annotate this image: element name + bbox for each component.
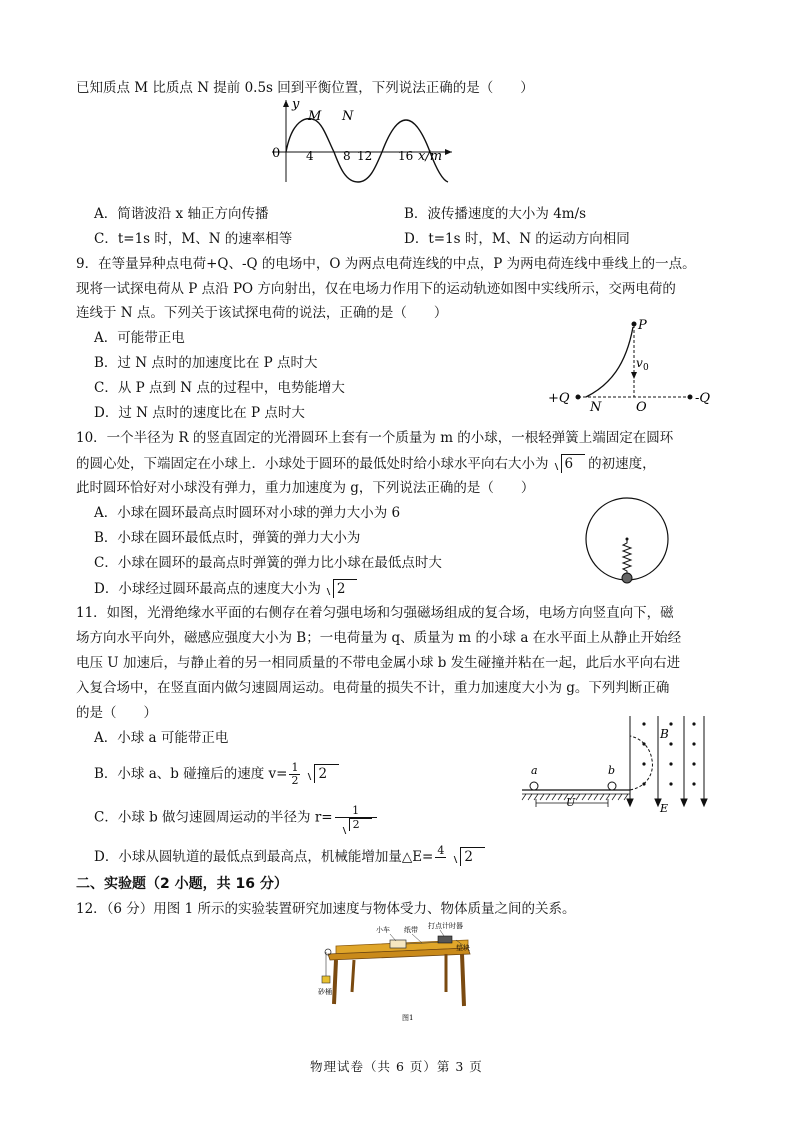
q10-line1: 10．一个半径为 R 的竖直固定的光滑圆环上套有一个质量为 m 的小球，一根轻弹簧上端固定在圆环 [76, 430, 674, 446]
q8-option-d: D．t=1s 时，M、N 的运动方向相同 [404, 231, 630, 247]
figure-caption: 图1 [402, 1014, 414, 1022]
q11-line2: 场方向水平向外，磁感应强度大小为 B；一电荷量为 q、质量为 m 的小球 a 在水平面上从静止开始经 [76, 630, 682, 646]
q11-b-radicand: 2 [314, 764, 339, 783]
q8-option-b: B．波传播速度的大小为 4m/s [404, 206, 587, 222]
q9-line3: 连线于 N 点。下列关于该试探电荷的说法，正确的是（ ） [76, 305, 448, 321]
label-B: B [660, 727, 669, 741]
label-E: E [660, 802, 669, 814]
label-cart: 小车 [376, 926, 390, 934]
graph-x-label: x/m [418, 149, 443, 164]
q11-option-d [94, 845, 488, 870]
q11-d-den [435, 858, 446, 870]
label-N: N [590, 400, 602, 415]
label-O: O [636, 400, 647, 415]
q11-line1: 11．如图，光滑绝缘水平面的右侧存在着匀强电场和匀强磁场组成的复合场，电场方向竖直向下，磁 [76, 605, 674, 621]
graph-tick-4: 4 [306, 149, 314, 163]
q11-option-d-text: D．小球从圆轨道的最低点到最高点，机械能增加量△E= [94, 849, 434, 865]
label-timer: 打点计时器 [428, 922, 463, 930]
q9-option-a: A．可能带正电 [94, 330, 185, 346]
q11-b-num: 1 [291, 761, 299, 774]
q11-option-b-text: B．小球 a、b 碰撞后的速度 v= [94, 766, 288, 782]
q11-c-radicand: 2 [349, 818, 372, 831]
q8-option-a: A．简谐波沿 x 轴正方向传播 [94, 206, 269, 222]
q11-b-sqrt [305, 764, 339, 783]
q10-d-radicand: 2 [333, 579, 358, 598]
label-tape: 纸带 [404, 926, 418, 934]
label-minus-Q: -Q [695, 391, 711, 406]
label-P: P [638, 318, 647, 333]
q9-line2: 现将一试探电荷从 P 点沿 PO 方向射出，仅在电场力作用下的运动轨迹如图中实线所示，交两电荷的 [76, 281, 676, 297]
q10-line2-post: 的初速度， [588, 456, 656, 472]
page-footer: 物理试卷（共 6 页）第 3 页 [310, 1059, 483, 1074]
cart-experiment-figure [318, 920, 478, 1024]
q10-option-d-text: D．小球经过圆环最高点的速度大小为 [94, 581, 321, 597]
label-v0: v [636, 356, 643, 370]
q10-line3: 此时圆环恰好对小球没有弹力，重力加速度为 g，下列说法正确的是（ ） [76, 480, 535, 496]
q10-option-a: A．小球在圆环最高点时圆环对小球的弹力大小为 6 [94, 505, 401, 521]
q10-option-c: C．小球在圆环的最高点时弹簧的弹力比小球在最低点时大 [94, 555, 442, 571]
q10-line2-pre: 的圆心处，下端固定在小球上．小球处于圆环的最低处时给小球水平向右大小为 [76, 456, 549, 472]
q11-c-sqrt [340, 818, 372, 831]
q9-option-c: C．从 P 点到 N 点的过程中，电势能增大 [94, 380, 345, 396]
q11-d-fraction [435, 845, 446, 870]
q9-line1: 9．在等量异种点电荷+Q、-Q 的电场中，O 为两点电荷连线的中点，P 为两电荷连线中垂线上的一点。 [76, 256, 696, 272]
graph-tick-16: 16 [398, 149, 414, 163]
q11-c-fraction [335, 805, 377, 831]
q11-line4: 入复合场中，在竖直面内做匀速圆周运动。电荷量的损失不计，重力加速度大小为 g。下列判断正确 [76, 680, 670, 696]
q10-option-d [94, 579, 360, 598]
q8-option-c: C．t=1s 时，M、N 的速率相等 [94, 231, 293, 247]
q11-d-radicand: 2 [460, 847, 485, 866]
q11-d-num: 4 [437, 844, 445, 857]
q12-line1: 12．（6 分）用图 1 所示的实验装置研究加速度与物体受力、物体质量之间的关系。 [76, 901, 576, 917]
charge-field-figure [540, 315, 725, 415]
label-plus-Q: +Q [548, 391, 570, 406]
q9-option-b: B．过 N 点时的加速度比在 P 点时大 [94, 355, 318, 371]
q10-sqrt-radicand: 6 [561, 454, 586, 473]
q10-sqrt [552, 454, 586, 473]
graph-tick-8: 8 [343, 149, 351, 163]
ring-spring-figure [582, 494, 672, 590]
label-a: a [531, 764, 538, 777]
wave-graph [268, 96, 458, 184]
q11-b-den: 2 [291, 774, 299, 787]
label-v0-sub: 0 [643, 363, 649, 373]
q11-c-num: 1 [335, 805, 377, 818]
q11-option-c-text: C．小球 b 做匀速圆周运动的半径为 r= [94, 809, 333, 826]
q10-option-b: B．小球在圆环最低点时，弹簧的弹力大小为 [94, 530, 361, 546]
label-sand-bucket: 砂桶 [318, 988, 332, 996]
label-b: b [608, 764, 616, 777]
q9-option-d: D．过 N 点时的速度比在 P 点时大 [94, 405, 305, 421]
graph-origin: 0 [272, 146, 281, 161]
q11-option-b [94, 762, 342, 787]
label-U: U [566, 796, 576, 809]
q11-line3: 电压 U 加速后，与静止着的另一相同质量的不带电金属小球 b 发生碰撞并粘在一起，此后水平向右进 [76, 655, 681, 671]
q11-option-c [94, 805, 379, 831]
composite-field-figure [518, 714, 718, 814]
graph-tick-12: 12 [357, 149, 373, 163]
q11-d-sqrt [451, 847, 485, 866]
q10-d-sqrt [324, 579, 358, 598]
q11-b-fraction [289, 762, 300, 787]
section-2-heading: 二、实验题（2 小题，共 16 分） [76, 876, 288, 892]
q10-line2 [76, 454, 656, 473]
graph-y-label: y [292, 97, 300, 112]
q8-stem: 已知质点 M 比质点 N 提前 0.5s 回到平衡位置，下列说法正确的是（ ） [76, 80, 534, 96]
graph-N: N [342, 109, 354, 124]
q11-option-a: A．小球 a 可能带正电 [94, 730, 229, 746]
graph-M: M [308, 109, 322, 124]
label-block: 垫块 [456, 944, 470, 952]
q11-line5: 的是（ ） [76, 705, 157, 721]
q11-c-den [335, 818, 377, 831]
